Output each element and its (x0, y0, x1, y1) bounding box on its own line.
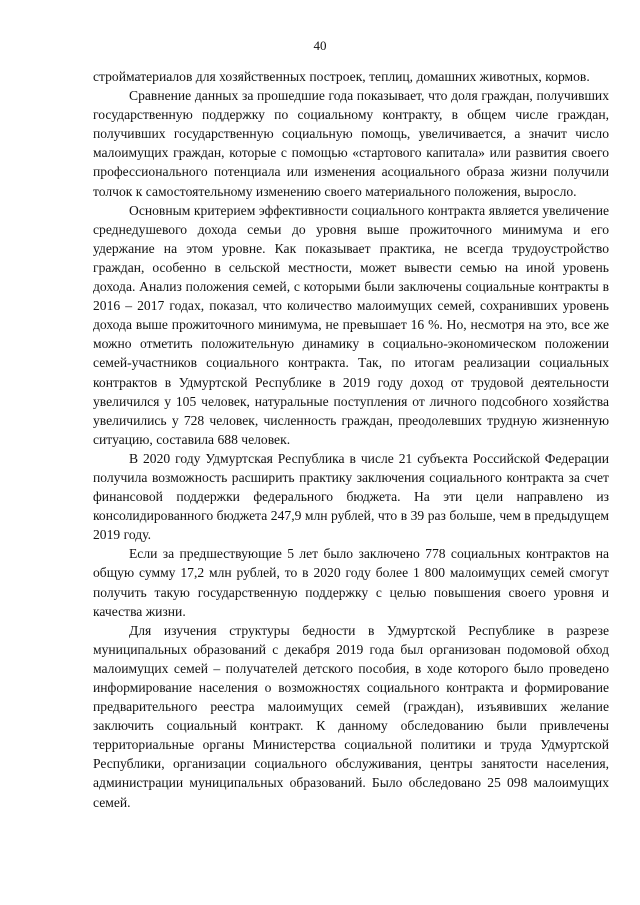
paragraph: Основным критерием эффективности социального контракта является увеличение среднедушевого дохода семьи до уровня выше прожиточного минимума и его удержание на этом уровне. Как показывает практика, не всегда трудоустройство граждан, особенно в сельской местности, может вывести семью на иной уровень дохода. Анализ положения семей, с которыми были заключены социальные контракты в 2016 – 2017 годах, показал, что количество малоимущих семей, сохранивших уровень дохода выше прожиточного минимума, не превышает 16 %. Но, несмотря на это, все же можно отметить положительную динамику в социально-экономическом положении семей-участников социального контракта. Так, по итогам реализации социальных контрактов в Удмуртской Республике в 2019 году доход от трудовой деятельности увеличился у 105 человек, натуральные поступления от личного подсобного хозяйства увеличились у 728 человек, численность граждан, преодолевших трудную жизненную ситуацию, составила 688 человек. (93, 202, 609, 447)
paragraph-continuation: стройматериалов для хозяйственных построек, теплиц, домашних животных, кормов. (93, 69, 590, 84)
paragraph: Для изучения структуры бедности в Удмуртской Республике в разрезе муниципальных образований с декабря 2019 года был организован подомовой обход малоимущих семей – получателей детского пособия, в ходе которого было проведено информирование населения о возможностях социального контракта и формирование предварительного реестра малоимущих семей (граждан), изъявивших желание заключить социальный контракт. К данному обследованию были привлечены территориальные органы Министерства социальной политики и труда Удмуртской Республики, организации социального обслуживания, центры занятости населения, администрации муниципальных образований. Было обследовано 25 098 малоимущих семей. (93, 622, 609, 810)
paragraph: В 2020 году Удмуртская Республика в числе 21 субъекта Российской Федерации получила возможность расширить практику заключения социального контракта за счет финансовой поддержки федерального бюджета. На эти цели направлено из консолидированного бюджета 247,9 млн рублей, что в 39 раз больше, чем в предыдущем 2019 году. (93, 450, 609, 543)
page-number: 40 (313, 38, 327, 53)
body-text (93, 67, 609, 812)
paragraph: Если за предшествующие 5 лет было заключено 778 социальных контрактов на общую сумму 17,2 млн рублей, то в 2020 году более 1 800 малоимущих семей смогут получить такую государственную поддержку с целью повышения своего уровня и качества жизни. (93, 546, 609, 619)
paragraph: Сравнение данных за прошедшие года показывает, что доля граждан, получивших государственную поддержку по социальному контракту, в общем числе граждан, получивших государственную социальную помощь, увеличивается, а значит число малоимущих граждан, которые с помощью «стартового капитала» или развития своего профессионального потенциала или изменения асоциального образа жизни получили толчок к самостоятельному изменению своего материального положения, выросло. (93, 88, 609, 199)
